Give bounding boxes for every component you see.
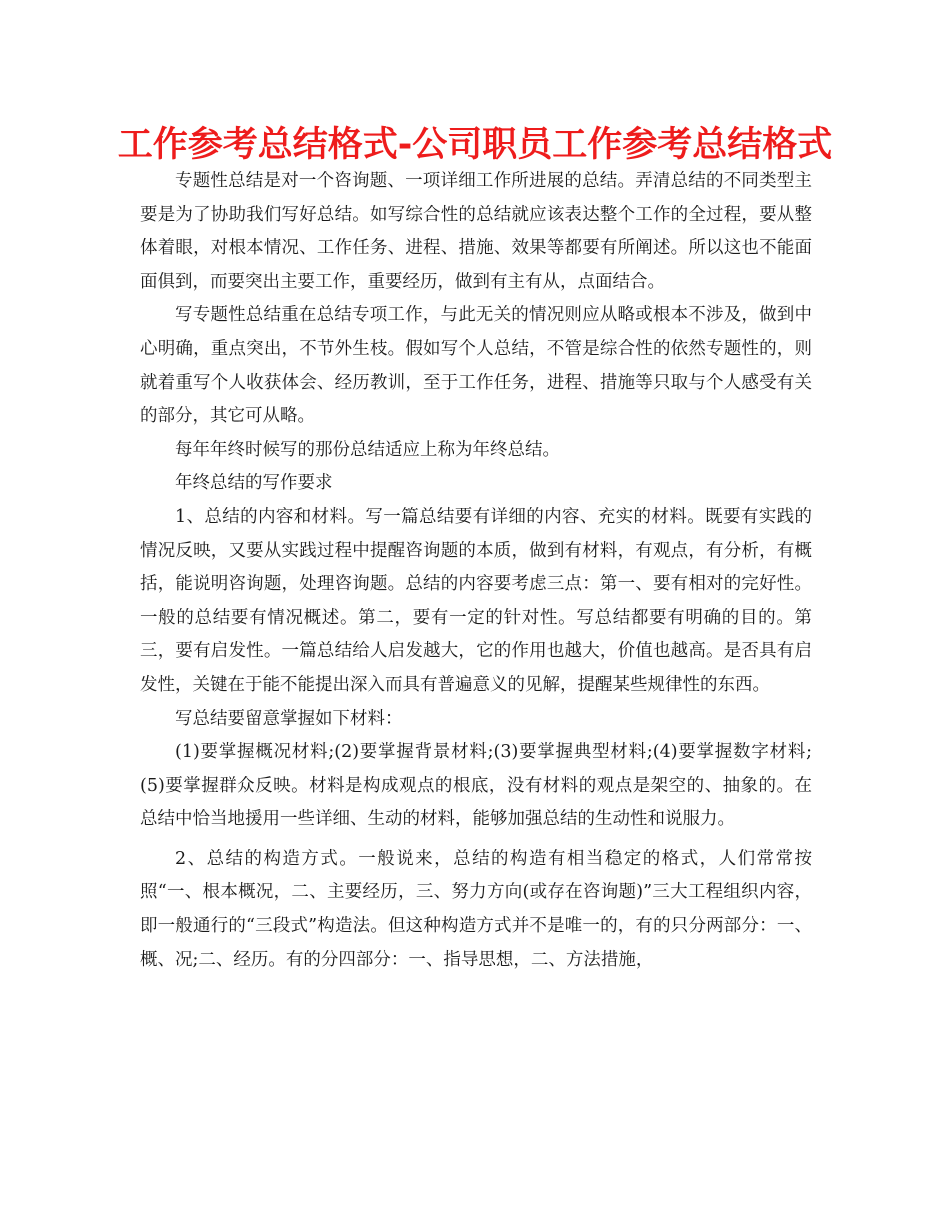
paragraph-material-list: (1)要掌握概况材料;(2)要掌握背景材料;(3)要掌握典型材料;(4)要掌握数字材料;(5)要掌握群众反映。材料是构成观点的根底，没有材料的观点是架空的、抽象的。在总结中恰当地援用一些详细、生动的材料，能够加强总结的生动性和说服力。 — [140, 742, 812, 830]
document-body — [140, 165, 812, 977]
paragraph-topic-summary: 专题性总结是对一个咨询题、一项详细工作所进展的总结。弄清总结的不同类型主要是为了协助我们写好总结。如写综合性的总结就应该表达整个工作的全过程，要从整体着眼，对根本情况、工作任务、进程、措施、效果等都要有所阐述。所以这也不能面面俱到，而要突出主要工作，重要经历，做到有主有从，点面结合。 — [140, 171, 812, 292]
section-heading-requirements: 年终总结的写作要求 — [175, 473, 333, 494]
paragraph-content-and-material: 1、总结的内容和材料。写一篇总结要有详细的内容、充实的材料。既要有实践的情况反映，又要从实践过程中提醒咨询题的本质，做到有材料，有观点，有分析，有概括，能说明咨询题，处理咨询题。总结的内容要考虑三点：第一、要有相对的完好性。一般的总结要有情况概述。第二，要有一定的针对性。写总结都要有明确的目的。第三，要有启发性。一篇总结给人启发越大，它的作用也越大，价值也越高。是否具有启发性，关键在于能不能提出深入而具有普遍意义的见解，提醒某些规律性的东西。 — [140, 506, 812, 695]
paragraph-special-summary: 写专题性总结重在总结专项工作，与此无关的情况则应从略或根本不涉及，做到中心明确，重点突出，不节外生枝。假如写个人总结，不管是综合性的依然专题性的，则就着重写个人收获体会、经历教训，至于工作任务，进程、措施等只取与个人感受有关的部分，其它可从略。 — [140, 305, 812, 427]
paragraph-structure: 2、总结的构造方式。一般说来，总结的构造有相当稳定的格式，人们常常按照“一、根本概况，二、主要经历，三、努力方向(或存在咨询题)”三大工程组织内容，即一般通行的“三段式”构造法。但这种构造方式并不是唯一的，有的只分两部分：一、概、况;二、经历。有的分四部分：一、指导思想，二、方法措施， — [140, 848, 812, 970]
paragraph-year-end-definition: 每年年终时候写的那份总结适应上称为年终总结。 — [175, 439, 560, 460]
paragraph-material-intro: 写总结要留意掌握如下材料： — [175, 708, 403, 729]
document-title: 工作参考总结格式-公司职员工作参考总结格式 — [117, 125, 833, 165]
